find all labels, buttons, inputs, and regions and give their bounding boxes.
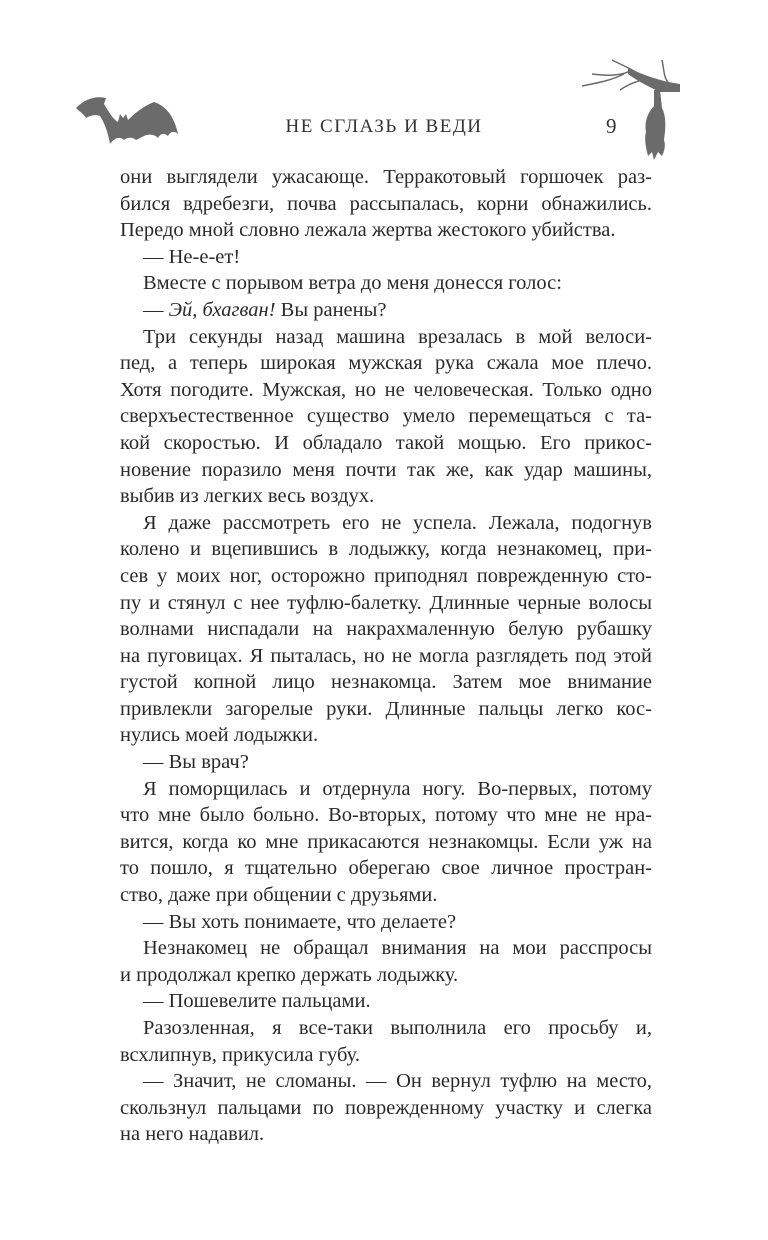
page-number: 9 (606, 114, 617, 138)
paragraph (120, 297, 652, 324)
paragraph (120, 749, 652, 776)
text-line: на него надавил. (120, 1123, 265, 1146)
paragraph (120, 324, 652, 510)
text-line: то пошло, я тщательно оберегаю свое личное простран- (120, 857, 652, 880)
text-line: бился вдребезги, почва рассыпалась, корни обнажились. (120, 192, 652, 215)
text-line: Хотя погодите. Мужская, но не человеческая. Только одно (120, 378, 652, 401)
text-line: нулись моей лодыжки. (120, 724, 319, 747)
text-line: что мне было больно. Во-вторых, потому что мне не нра- (120, 804, 652, 827)
body-text (120, 164, 652, 1148)
text-line: пед, а теперь широкая мужская рука сжала мое плечо. (120, 352, 652, 375)
paragraph (120, 164, 652, 244)
text-line: вится, когда ко мне прикасаются незнакомцы. Если уж на (120, 830, 652, 853)
paragraph (120, 909, 652, 936)
text-line: всхлипнув, прикусила губу. (120, 1043, 360, 1066)
paragraph (120, 1015, 652, 1068)
running-header-title: НЕ СГЛАЗЬ И ВЕДИ (285, 116, 483, 137)
text-line: они выглядели ужасающе. Терракотовый горшочек раз- (120, 166, 652, 188)
text-line: колено и вцепившись в лодыжку, когда незнакомец, при- (120, 538, 652, 561)
text-line: Передо мной словно лежала жертва жестокого убийства. (120, 219, 616, 242)
text-line: — Пошевелите пальцами. (143, 990, 371, 1013)
text-segment: Вы ранены? (275, 298, 387, 321)
text-line: Разозленная, я все-таки выполнила его просьбу и, (143, 1017, 652, 1039)
text-line: густой копной лицо незнакомца. Затем мое внимание (120, 671, 652, 694)
text-line: Я даже рассмотреть его не успела. Лежала, подогнув (143, 511, 652, 534)
paragraph (120, 244, 652, 271)
text-line (120, 297, 652, 324)
text-line: на пуговицах. Я пыталась, но не могла разглядеть под этой (120, 644, 652, 667)
paragraph (120, 988, 652, 1015)
text-line: ство, даже при общении с друзьями. (120, 884, 438, 907)
paragraph (120, 935, 652, 988)
paragraph (120, 270, 652, 297)
branch-hanging-bat-icon (572, 56, 692, 168)
text-line: выбив из легких весь воздух. (120, 485, 375, 508)
text-line: — Вы хоть понимаете, что делаете? (143, 910, 457, 933)
text-line: — Значит, не сломаны. — Он вернул туфлю на место, (143, 1070, 652, 1093)
text-line: сев у моих ног, осторожно приподнял поврежденную сто- (120, 564, 652, 587)
text-line: новение поразило меня почти так же, как удар машины, (120, 458, 652, 481)
text-line: — Не-е-ет! (143, 245, 241, 268)
text-line: и продолжал крепко держать лодыжку. (120, 963, 459, 986)
text-segment: — (143, 298, 169, 321)
italic-phrase: Эй, бхагван! (168, 298, 276, 321)
text-line: Вместе с порывом ветра до меня донесся голос: (143, 272, 562, 295)
text-line: пу и стянул с нее туфлю-балетку. Длинные черные волосы (120, 591, 652, 614)
text-line: кой скоростью. И обладало такой мощью. Его прикос- (120, 431, 652, 454)
text-line: скользнул пальцами по поврежденному участку и слегка (120, 1096, 652, 1119)
paragraph (120, 510, 652, 749)
text-line: — Вы врач? (143, 751, 249, 774)
text-line: волнами ниспадали на накрахмаленную белую рубашку (120, 618, 652, 641)
text-line: сверхъестественное существо умело перемещаться с та- (120, 405, 652, 428)
paragraph (120, 1068, 652, 1148)
paragraph (120, 776, 652, 909)
text-line: Незнакомец не обращал внимания на мои расспросы (143, 937, 652, 960)
text-line: Три секунды назад машина врезалась в мой велоси- (143, 325, 652, 348)
text-line: Я поморщилась и отдернула ногу. Во-первых, потому (143, 777, 652, 800)
text-line: привлекли загорелые руки. Длинные пальцы легко кос- (120, 697, 652, 720)
